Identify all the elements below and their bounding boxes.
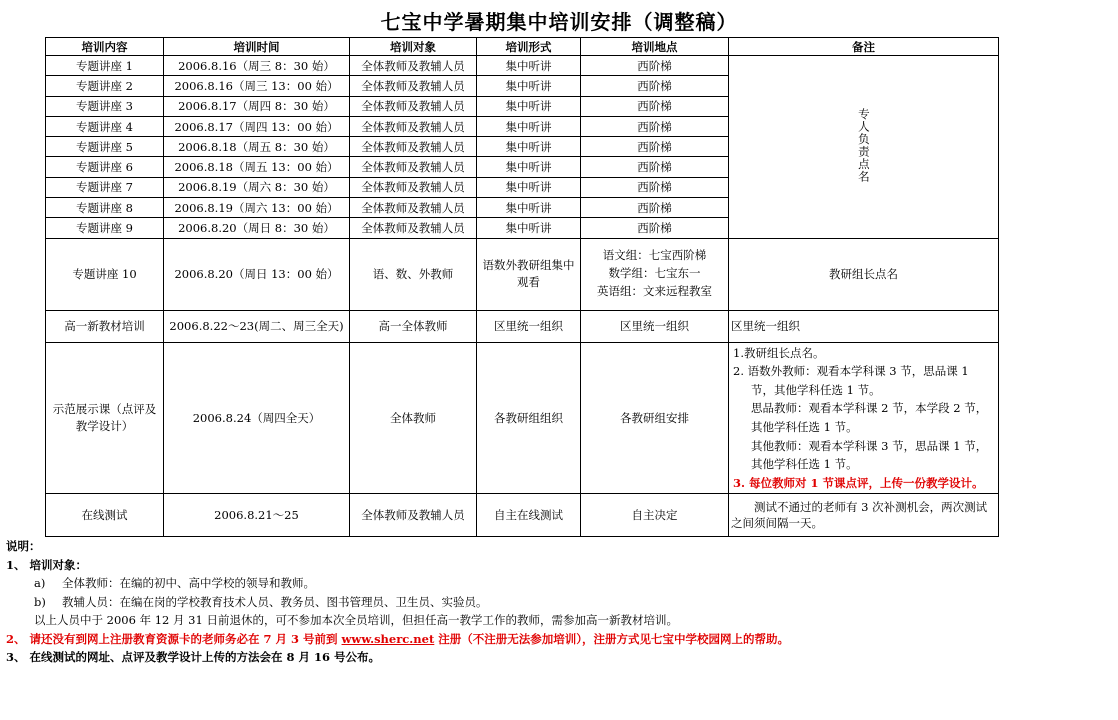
footer-item-1a [6, 574, 789, 593]
cell-time: 2006.8.19（周六 8：30 始） [164, 177, 350, 197]
cell-place: 西阶梯 [581, 76, 729, 96]
cell-time: 2006.8.24（周四全天） [164, 342, 350, 494]
table-row-online [46, 494, 999, 537]
footer-heading: 说明： [6, 539, 41, 553]
cell-content: 专题讲座 1 [46, 56, 164, 76]
note-line: 节，其他学科任选 1 节。 [751, 382, 881, 397]
header-time: 培训时间 [164, 38, 350, 56]
cell-form: 集中听讲 [477, 137, 581, 157]
cell-target: 全体教师及教辅人员 [350, 96, 477, 116]
cell-time: 2006.8.16（周三 13：00 始） [164, 76, 350, 96]
cell-time: 2006.8.18（周五 13：00 始） [164, 157, 350, 177]
place-line: 数学组：七宝东一 [608, 266, 701, 281]
note-line: 思品教师：观看本学科课 2 节，本学段 2 节， [751, 401, 988, 416]
cell-form: 集中听讲 [477, 198, 581, 218]
cell-place: 自主决定 [581, 494, 729, 537]
schedule-table [45, 37, 999, 537]
cell-time: 2006.8.19（周六 13：00 始） [164, 198, 350, 218]
cell-place [581, 238, 729, 310]
footer-item-2 [6, 630, 789, 649]
cell-place: 各教研组安排 [581, 342, 729, 494]
cell-form: 集中听讲 [477, 76, 581, 96]
cell-time: 2006.8.17（周四 8：30 始） [164, 96, 350, 116]
cell-content: 在线测试 [46, 494, 164, 537]
note-line: 1.教研组长点名。 [733, 345, 825, 360]
note-vertical-text: 专人负责点名 [856, 107, 871, 183]
cell-note: 教研组长点名 [729, 238, 999, 310]
cell-place: 西阶梯 [581, 157, 729, 177]
sub-text: 教辅人员：在编在岗的学校教育技术人员、教务员、图书管理员、卫生员、实验员。 [62, 594, 488, 609]
cell-target: 全体教师及教辅人员 [350, 56, 477, 76]
cell-target: 高一全体教师 [350, 310, 477, 342]
cell-target: 全体教师及教辅人员 [350, 137, 477, 157]
cell-time: 2006.8.22～23(周二、周三全天) [164, 310, 350, 342]
note-line: 其他学科任选 1 节。 [751, 457, 858, 472]
cell-form: 集中听讲 [477, 96, 581, 116]
cell-place: 西阶梯 [581, 96, 729, 116]
cell-time: 2006.8.21～25 [164, 494, 350, 537]
note-line: 其他学科任选 1 节。 [751, 420, 858, 435]
item2-text-a: 2、 请还没有到网上注册教育资源卡的老师务必在 7 月 3 号前到 [6, 631, 342, 646]
cell-content: 专题讲座 10 [46, 238, 164, 310]
cell-form: 集中听讲 [477, 218, 581, 238]
place-line: 英语组：文来远程教室 [597, 284, 712, 299]
cell-place: 区里统一组织 [581, 310, 729, 342]
footer-item-1b [6, 593, 789, 612]
cell-note [729, 342, 999, 494]
cell-form: 集中听讲 [477, 177, 581, 197]
header-content: 培训内容 [46, 38, 164, 56]
footer-item-3: 3、 在线测试的网址、点评及教学设计上传的方法会在 8 月 16 号公布。 [6, 650, 381, 664]
cell-place: 西阶梯 [581, 198, 729, 218]
sub-label: a) [34, 576, 46, 590]
item2-text-b: 注册（不注册无法参加培训），注册方式见七宝中学校园网上的帮助。 [434, 631, 790, 646]
cell-form: 集中听讲 [477, 116, 581, 136]
cell-note: 区里统一组织 [729, 310, 999, 342]
note-line: 其他教师：观看本学科课 3 节，思品课 1 节， [751, 438, 988, 453]
table-row [46, 56, 999, 76]
note-line-highlight: 3. 每位教师对 1 节课点评，上传一份教学设计。 [733, 475, 984, 490]
sub-text: 全体教师：在编的初中、高中学校的领导和教师。 [62, 576, 315, 590]
cell-content: 专题讲座 8 [46, 198, 164, 218]
cell-content: 专题讲座 3 [46, 96, 164, 116]
cell-time: 2006.8.16（周三 8：30 始） [164, 56, 350, 76]
cell-time: 2006.8.20（周日 13：00 始） [164, 238, 350, 310]
cell-place: 西阶梯 [581, 116, 729, 136]
cell-time: 2006.8.17（周四 13：00 始） [164, 116, 350, 136]
cell-form: 语数外教研组集中观看 [477, 238, 581, 310]
cell-content: 示范展示课（点评及教学设计） [46, 342, 164, 494]
cell-target: 语、数、外教师 [350, 238, 477, 310]
cell-target: 全体教师 [350, 342, 477, 494]
table-row-lecture10 [46, 238, 999, 310]
document-title: 七宝中学暑期集中培训安排（调整稿） [380, 10, 738, 34]
cell-time: 2006.8.18（周五 8：30 始） [164, 137, 350, 157]
table-row-demo [46, 342, 999, 494]
cell-target: 全体教师及教辅人员 [350, 177, 477, 197]
footer-notes [6, 537, 789, 667]
cell-content: 专题讲座 5 [46, 137, 164, 157]
cell-content: 专题讲座 4 [46, 116, 164, 136]
cell-target: 全体教师及教辅人员 [350, 76, 477, 96]
cell-content: 专题讲座 6 [46, 157, 164, 177]
sherc-link[interactable]: www.sherc.net [341, 631, 435, 646]
cell-note-lectures [729, 56, 999, 239]
cell-target: 全体教师及教辅人员 [350, 157, 477, 177]
cell-target: 全体教师及教辅人员 [350, 494, 477, 537]
header-form: 培训形式 [477, 38, 581, 56]
cell-place: 西阶梯 [581, 56, 729, 76]
table-header-row [46, 38, 999, 56]
header-place: 培训地点 [581, 38, 729, 56]
cell-target: 全体教师及教辅人员 [350, 218, 477, 238]
table-row-newbook [46, 310, 999, 342]
header-note: 备注 [729, 38, 999, 56]
cell-form: 自主在线测试 [477, 494, 581, 537]
cell-form: 区里统一组织 [477, 310, 581, 342]
cell-form: 集中听讲 [477, 157, 581, 177]
sub-label: b) [34, 594, 46, 609]
cell-content: 高一新教材培训 [46, 310, 164, 342]
cell-target: 全体教师及教辅人员 [350, 116, 477, 136]
cell-content: 专题讲座 2 [46, 76, 164, 96]
header-target: 培训对象 [350, 38, 477, 56]
footer-item-1: 1、 培训对象： [6, 557, 88, 572]
cell-content: 专题讲座 9 [46, 218, 164, 238]
cell-target: 全体教师及教辅人员 [350, 198, 477, 218]
demo-notes [731, 343, 996, 494]
cell-form: 集中听讲 [477, 56, 581, 76]
place-line: 语文组：七宝西阶梯 [602, 248, 707, 263]
cell-time: 2006.8.20（周日 8：30 始） [164, 218, 350, 238]
cell-form: 各教研组组织 [477, 342, 581, 494]
cell-place: 西阶梯 [581, 137, 729, 157]
cell-content: 专题讲座 7 [46, 177, 164, 197]
cell-place: 西阶梯 [581, 177, 729, 197]
footer-extra: 以上人员中于 2006 年 12 月 31 日前退休的，可不参加本次全员培训，但担任高一教学工作的教师，需参加高一新教材培训。 [34, 613, 678, 627]
cell-note: 测试不通过的老师有 3 次补测机会，两次测试之间须间隔一天。 [729, 494, 999, 537]
cell-place: 西阶梯 [581, 218, 729, 238]
note-line: 2. 语数外教师：观看本学科课 3 节，思品课 1 [733, 364, 969, 379]
